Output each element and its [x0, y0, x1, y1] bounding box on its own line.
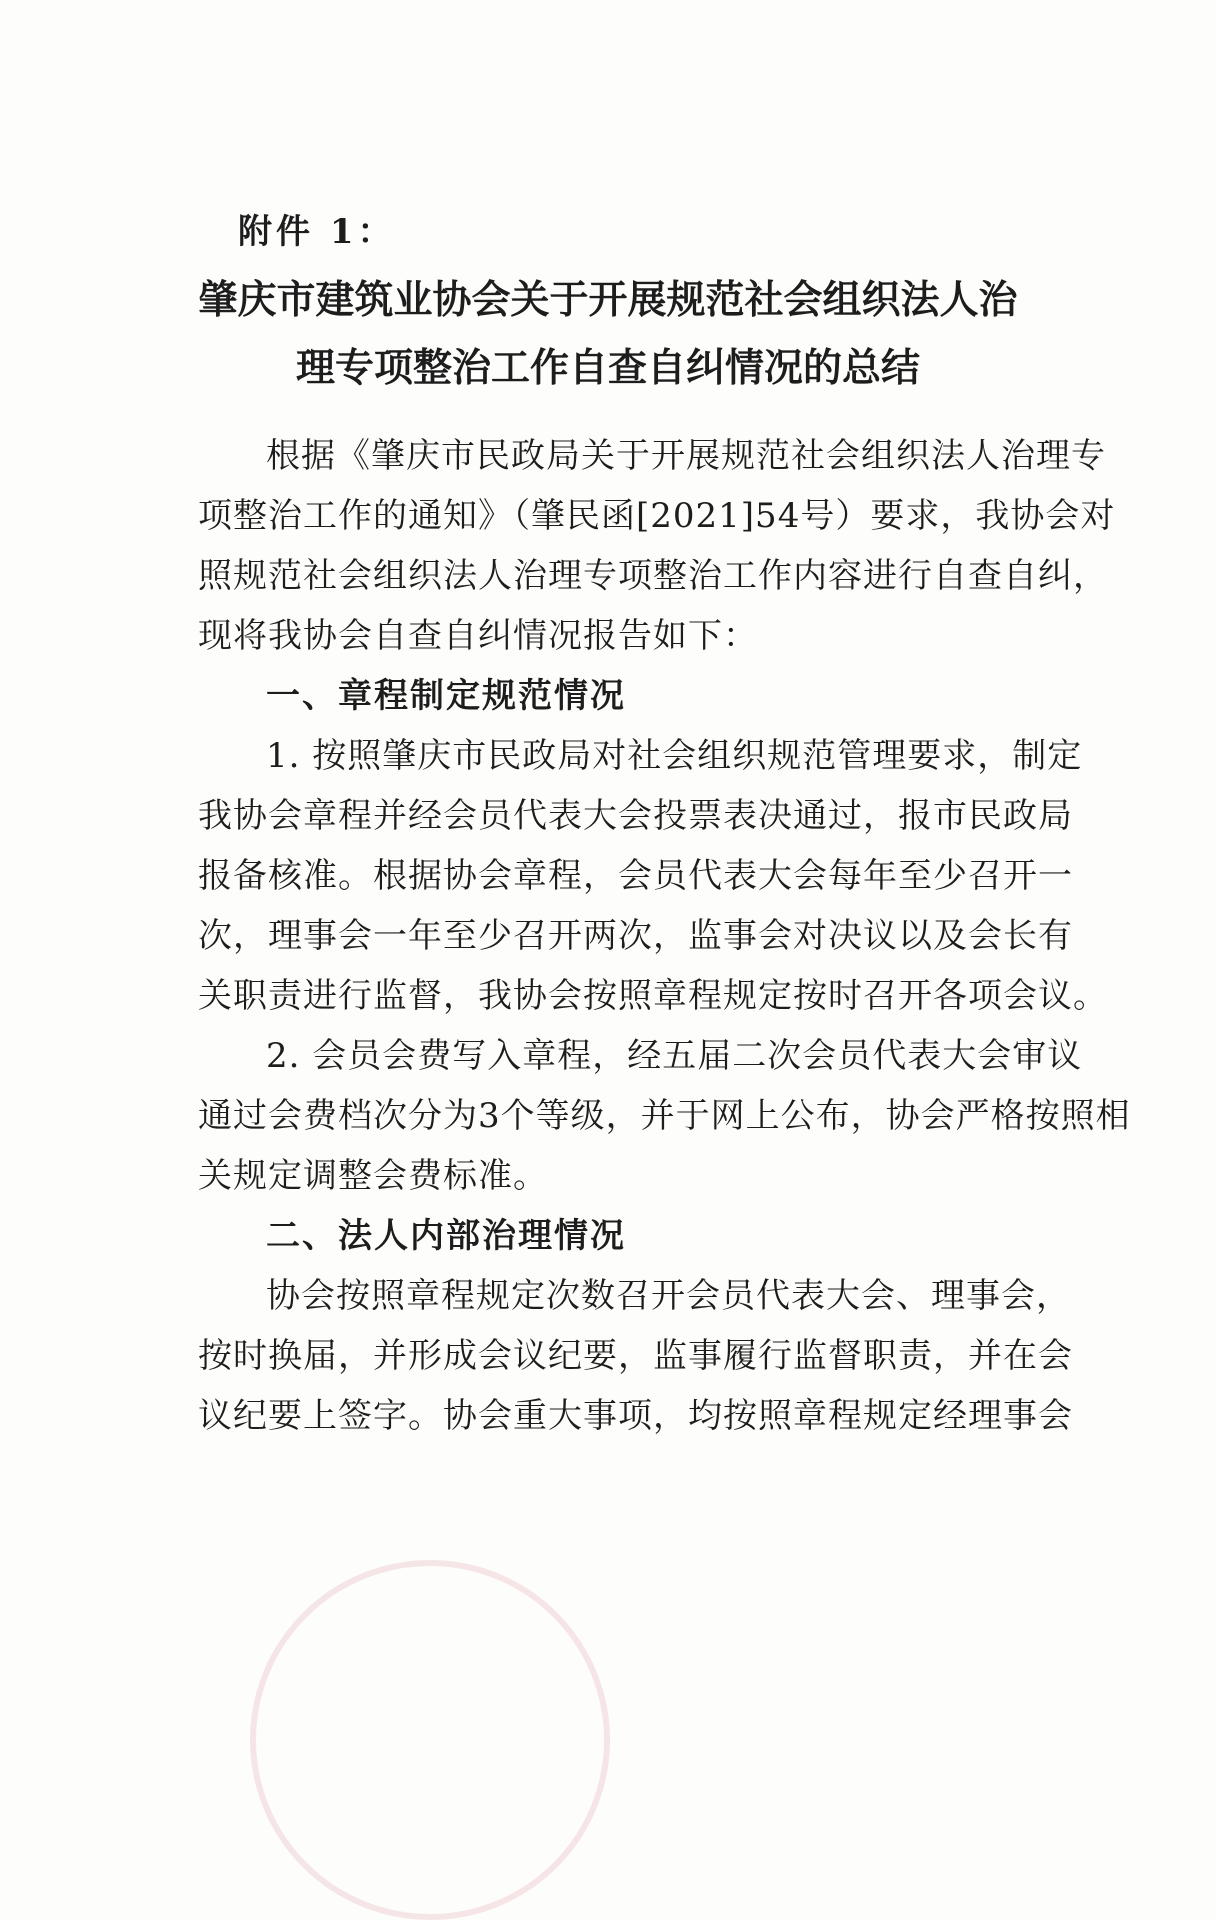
section-2-heading: 二、法人内部治理情况	[266, 1216, 626, 1256]
intro-line-1: 根据《肇庆市民政局关于开展规范社会组织法人治理专	[266, 436, 1106, 476]
section-2-para-line-3: 议纪要上签字。协会重大事项，均按照章程规定经理事会	[198, 1396, 1073, 1436]
section-1-item-1-line-5: 关职责进行监督，我协会按照章程规定按时召开各项会议。	[198, 976, 1108, 1016]
red-seal-stamp	[250, 1560, 610, 1920]
section-1-item-2-line-2: 通过会费档次分为3个等级，并于网上公布，协会严格按照相	[198, 1096, 1131, 1136]
section-2-para-line-2: 按时换届，并形成会议纪要，监事履行监督职责，并在会	[198, 1336, 1073, 1376]
intro-line-4: 现将我协会自查自纠情况报告如下：	[198, 616, 758, 656]
document-title-line-2: 理专项整治工作自查自纠情况的总结	[295, 345, 920, 391]
section-1-item-1-line-2: 我协会章程并经会员代表大会投票表决通过，报市民政局	[198, 796, 1073, 836]
attachment-label: 附件 1：	[238, 212, 396, 252]
section-1-item-2-line-3: 关规定调整会费标准。	[198, 1156, 548, 1196]
section-1-item-1-line-3: 报备核准。根据协会章程，会员代表大会每年至少召开一	[198, 856, 1073, 896]
document-title-line-1: 肇庆市建筑业协会关于开展规范社会组织法人治	[198, 277, 1018, 323]
section-1-item-2-line-1: 2. 会员会费写入章程，经五届二次会员代表大会审议	[266, 1036, 1083, 1076]
section-1-heading: 一、章程制定规范情况	[266, 676, 626, 716]
section-2-para-line-1: 协会按照章程规定次数召开会员代表大会、理事会，	[266, 1276, 1071, 1316]
section-1-item-1-line-1: 1. 按照肇庆市民政局对社会组织规范管理要求，制定	[266, 736, 1083, 776]
intro-line-3: 照规范社会组织法人治理专项整治工作内容进行自查自纠，	[198, 556, 1108, 596]
intro-line-2: 项整治工作的通知》（肇民函[2021]54号）要求，我协会对	[198, 496, 1116, 536]
section-1-item-1-line-4: 次，理事会一年至少召开两次，监事会对决议以及会长有	[198, 916, 1073, 956]
